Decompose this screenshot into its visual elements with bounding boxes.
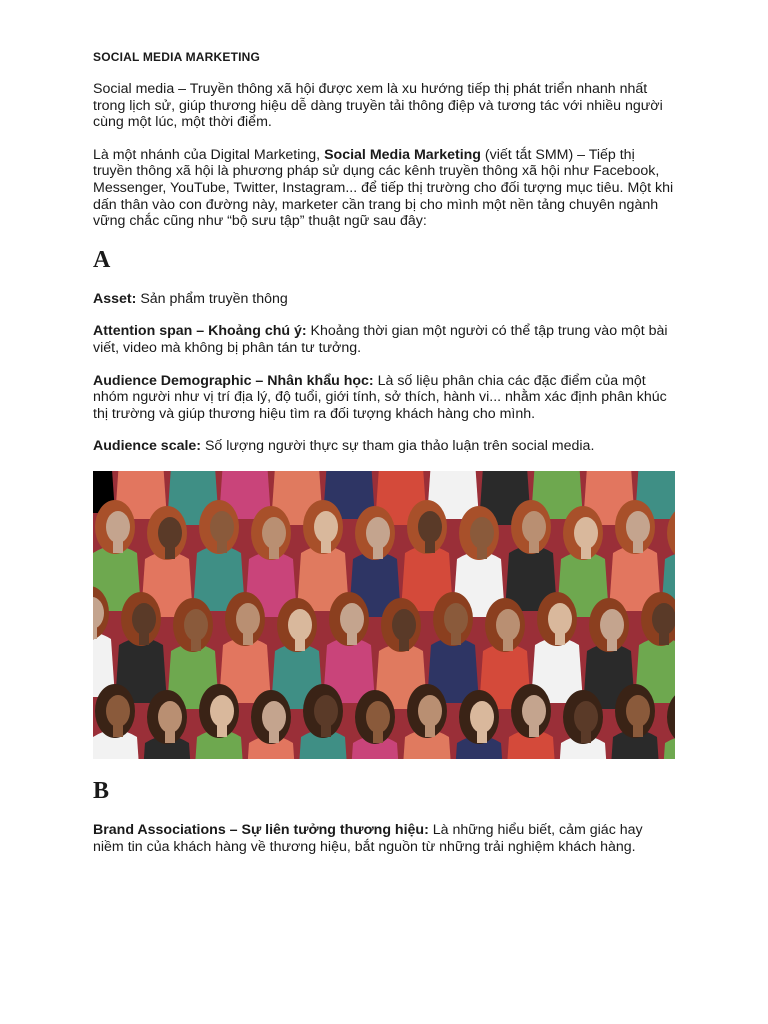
intro-paragraph-2 — [93, 147, 677, 230]
term-definition: Số lượng người thực sự tham gia thảo luận trên social media. — [201, 438, 595, 455]
term-entry-audience-scale — [93, 438, 677, 455]
term-definition: Sản phẩm truyền thông — [136, 290, 288, 307]
term-name: Audience scale: — [93, 438, 202, 455]
term-definition: Là số liệu phân chia các đặc điểm của một nhóm người như vị trí địa lý, độ tuổi, giới tính, sở thích, hành vi... nhằm xác định phân khúc thị trường và giúp thương hiệu tìm ra đối tượng khách hàng cho mình. — [93, 372, 667, 422]
term-name: Brand Associations – Sự liên tưởng thương hiệu: — [93, 821, 429, 838]
intro-paragraph-1: Social media – Truyền thông xã hội được xem là xu hướng tiếp thị phát triển nhanh nhất trong lịch sử, giúp thương hiệu dễ dàng truyền tải thông điệp và tương tác với nhiều người cùng một lúc, một thời điểm. — [93, 81, 663, 131]
document-title: SOCIAL MEDIA MARKETING — [93, 50, 261, 64]
intro-text-after: (viết tắt SMM) – Tiếp thị truyền thông xã hội là phương pháp sử dụng các kênh truyền thông xã hội như Facebook, Messenger, YouTube, Twitter, Instagram... để tiếp thị trường cho đối tượng mục tiêu. Một khi dấn thân vào con đường này, marketer cần trang bị cho mình một nền tảng chuyên ngành vững chắc cũng như “bộ sưu tập” thuật ngữ sau đây: — [93, 146, 674, 230]
term-entry-audience-demographic — [93, 373, 677, 423]
term-name: Attention span – Khoảng chú ý: — [93, 323, 307, 340]
term-entry-brand-associations — [93, 822, 677, 855]
term-definition: Khoảng thời gian một người có thể tập trung vào một bài viết, video mà không bị phân tán tư tưởng. — [93, 323, 668, 356]
term-name: Asset: — [93, 290, 137, 307]
document-page — [93, 50, 677, 855]
term-definition: Là những hiểu biết, cảm giác hay niềm tin của khách hàng về thương hiệu, bắt nguồn từ những trải nghiệm khách hàng. — [93, 821, 643, 855]
term-entry-asset — [93, 291, 677, 308]
section-heading-a: A — [93, 246, 111, 273]
term-entry-attention-span — [93, 323, 677, 356]
intro-bold-term: Social Media Marketing — [324, 146, 481, 163]
intro-text-before: Là một nhánh của Digital Marketing, — [93, 146, 325, 163]
section-heading-b: B — [93, 777, 110, 804]
term-name: Audience Demographic – Nhân khẩu học: — [93, 372, 374, 389]
crowd-illustration — [93, 471, 675, 759]
